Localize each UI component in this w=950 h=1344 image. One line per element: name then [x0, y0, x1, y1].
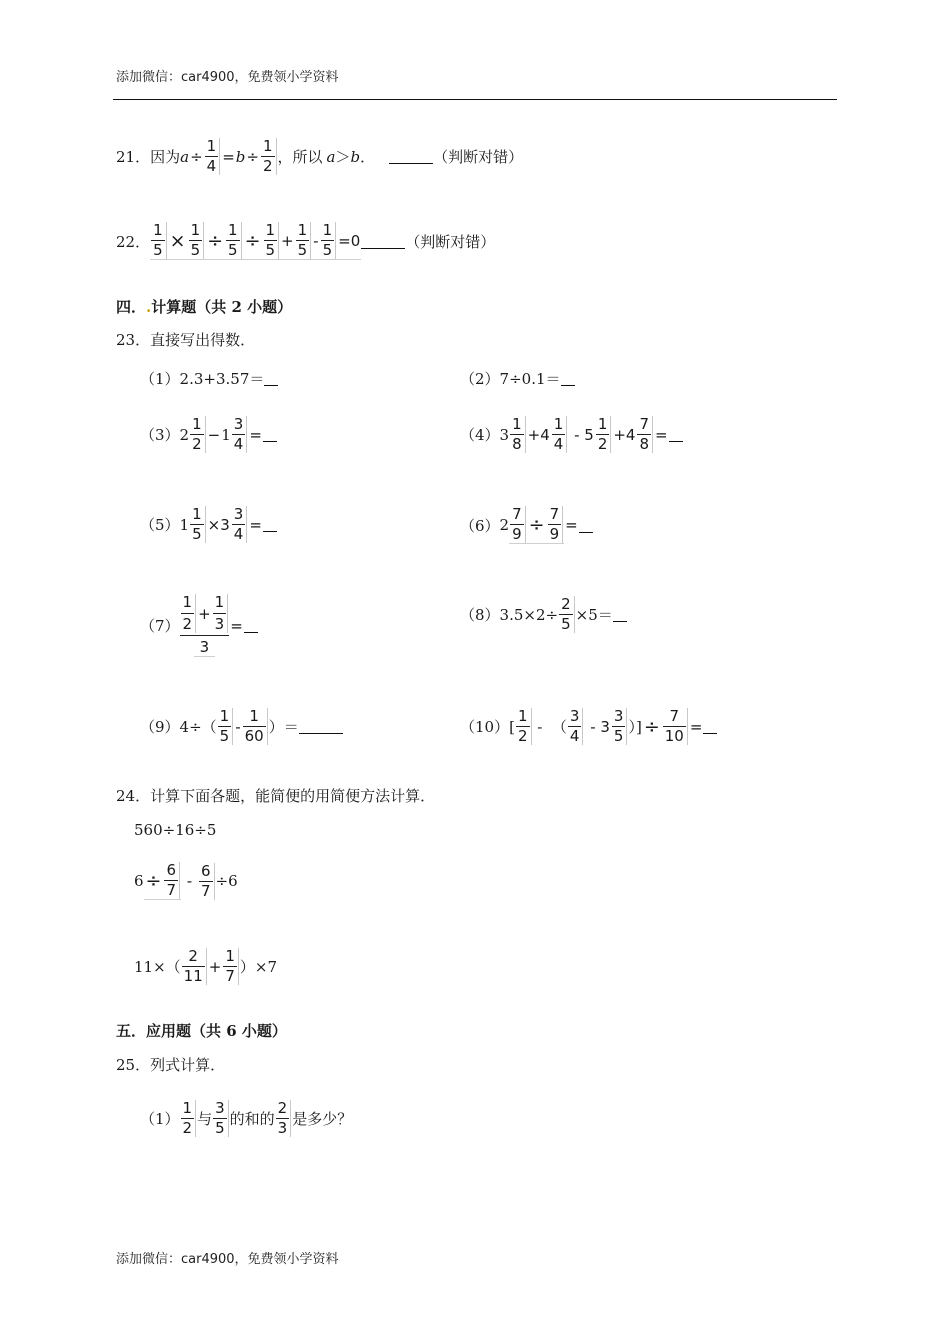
- item-23-1: （1）2.3+3.57＝: [140, 368, 278, 389]
- question-text: 因为: [150, 148, 181, 166]
- var-b: b: [235, 147, 246, 166]
- answer-blank[interactable]: [263, 427, 277, 442]
- answer-blank[interactable]: [561, 371, 575, 386]
- period: ．: [360, 148, 376, 166]
- equals-sign: =: [222, 147, 235, 166]
- answer-blank[interactable]: [263, 517, 277, 532]
- answer-blank[interactable]: [669, 427, 683, 442]
- item-23-3: （3） 2 1 2 − 1 3 4 =: [140, 416, 277, 453]
- fraction: 1 4: [205, 138, 221, 175]
- complex-fraction: 1 2 + 1 3 3: [180, 594, 230, 657]
- question-24: 24．计算下面各题，能简便的用简便方法计算．: [116, 787, 436, 805]
- fraction: 1 2: [261, 138, 277, 175]
- question-text: ，所以: [277, 148, 323, 166]
- item-23-10: （10） [ 1 2 - （ 3 4 - 3 3 5 ）] ÷ 7 10 =: [460, 708, 717, 745]
- item-23-4: （4） 3 1 8 +4 1 4 - 5 1 2 +4 7 8 =: [460, 416, 683, 453]
- question-number: 22．: [116, 232, 151, 251]
- answer-blank[interactable]: [613, 607, 627, 622]
- item-25-1: （1） 1 2 与 3 5 的和的 2 3 是多少？: [140, 1099, 353, 1137]
- section-heading-5: 五．应用题（共 6 小题）: [116, 1022, 287, 1040]
- answer-blank[interactable]: [703, 719, 717, 734]
- answer-blank[interactable]: [244, 618, 258, 633]
- item-23-7: （7） 1 2 + 1 3 3 =: [140, 594, 258, 657]
- item-23-2: （2）7÷0.1＝: [460, 368, 575, 389]
- question-23: 23．直接写出得数．: [116, 331, 256, 349]
- expression: 1 5 × 1 5 ÷ 1 5 ÷ 1 5 + 1 5 - 1 5 =0: [150, 222, 361, 260]
- answer-blank[interactable]: [264, 371, 278, 386]
- item-23-5: （5） 1 1 5 ×3 3 4 =: [140, 506, 277, 543]
- divide-sign: ÷: [246, 147, 259, 166]
- divide-sign: ÷: [190, 147, 203, 166]
- expression-24-3: 11×（ 2 11 + 1 7 ）×7: [134, 947, 277, 985]
- var-a: a: [180, 147, 190, 166]
- item-23-9: （9） 4÷（ 1 5 - 1 60 ）＝: [140, 708, 343, 745]
- header-divider: [113, 99, 837, 100]
- section-heading-4: 四．.计算题（共 2 小题）: [116, 298, 293, 316]
- page-header: 添加微信：car4900，免费领小学资料: [116, 70, 339, 85]
- var-a: a: [326, 147, 336, 166]
- answer-blank[interactable]: [389, 149, 433, 164]
- greater-sign: ＞: [335, 148, 351, 166]
- question-number: 21．: [116, 148, 151, 166]
- question-25: 25．列式计算．: [116, 1056, 226, 1074]
- question-22: [116, 222, 495, 260]
- page-footer: 添加微信：car4900，免费领小学资料: [116, 1252, 339, 1267]
- item-23-8: （8） 3.5×2÷ 2 5 ×5＝: [460, 596, 627, 633]
- answer-blank[interactable]: [361, 234, 405, 249]
- expression-24-1: 560÷16÷5: [134, 821, 217, 839]
- answer-blank[interactable]: [299, 719, 343, 734]
- answer-blank[interactable]: [579, 518, 593, 533]
- judge-hint: （判断对错）: [433, 148, 524, 166]
- question-21: [116, 138, 523, 175]
- var-b: b: [350, 147, 361, 166]
- expression-24-2: 6 ÷ 6 7 - 6 7 ÷6: [134, 861, 238, 900]
- item-23-6: （6） 2 7 9 ÷ 7 9 =: [460, 506, 593, 544]
- judge-hint: （判断对错）: [405, 232, 496, 251]
